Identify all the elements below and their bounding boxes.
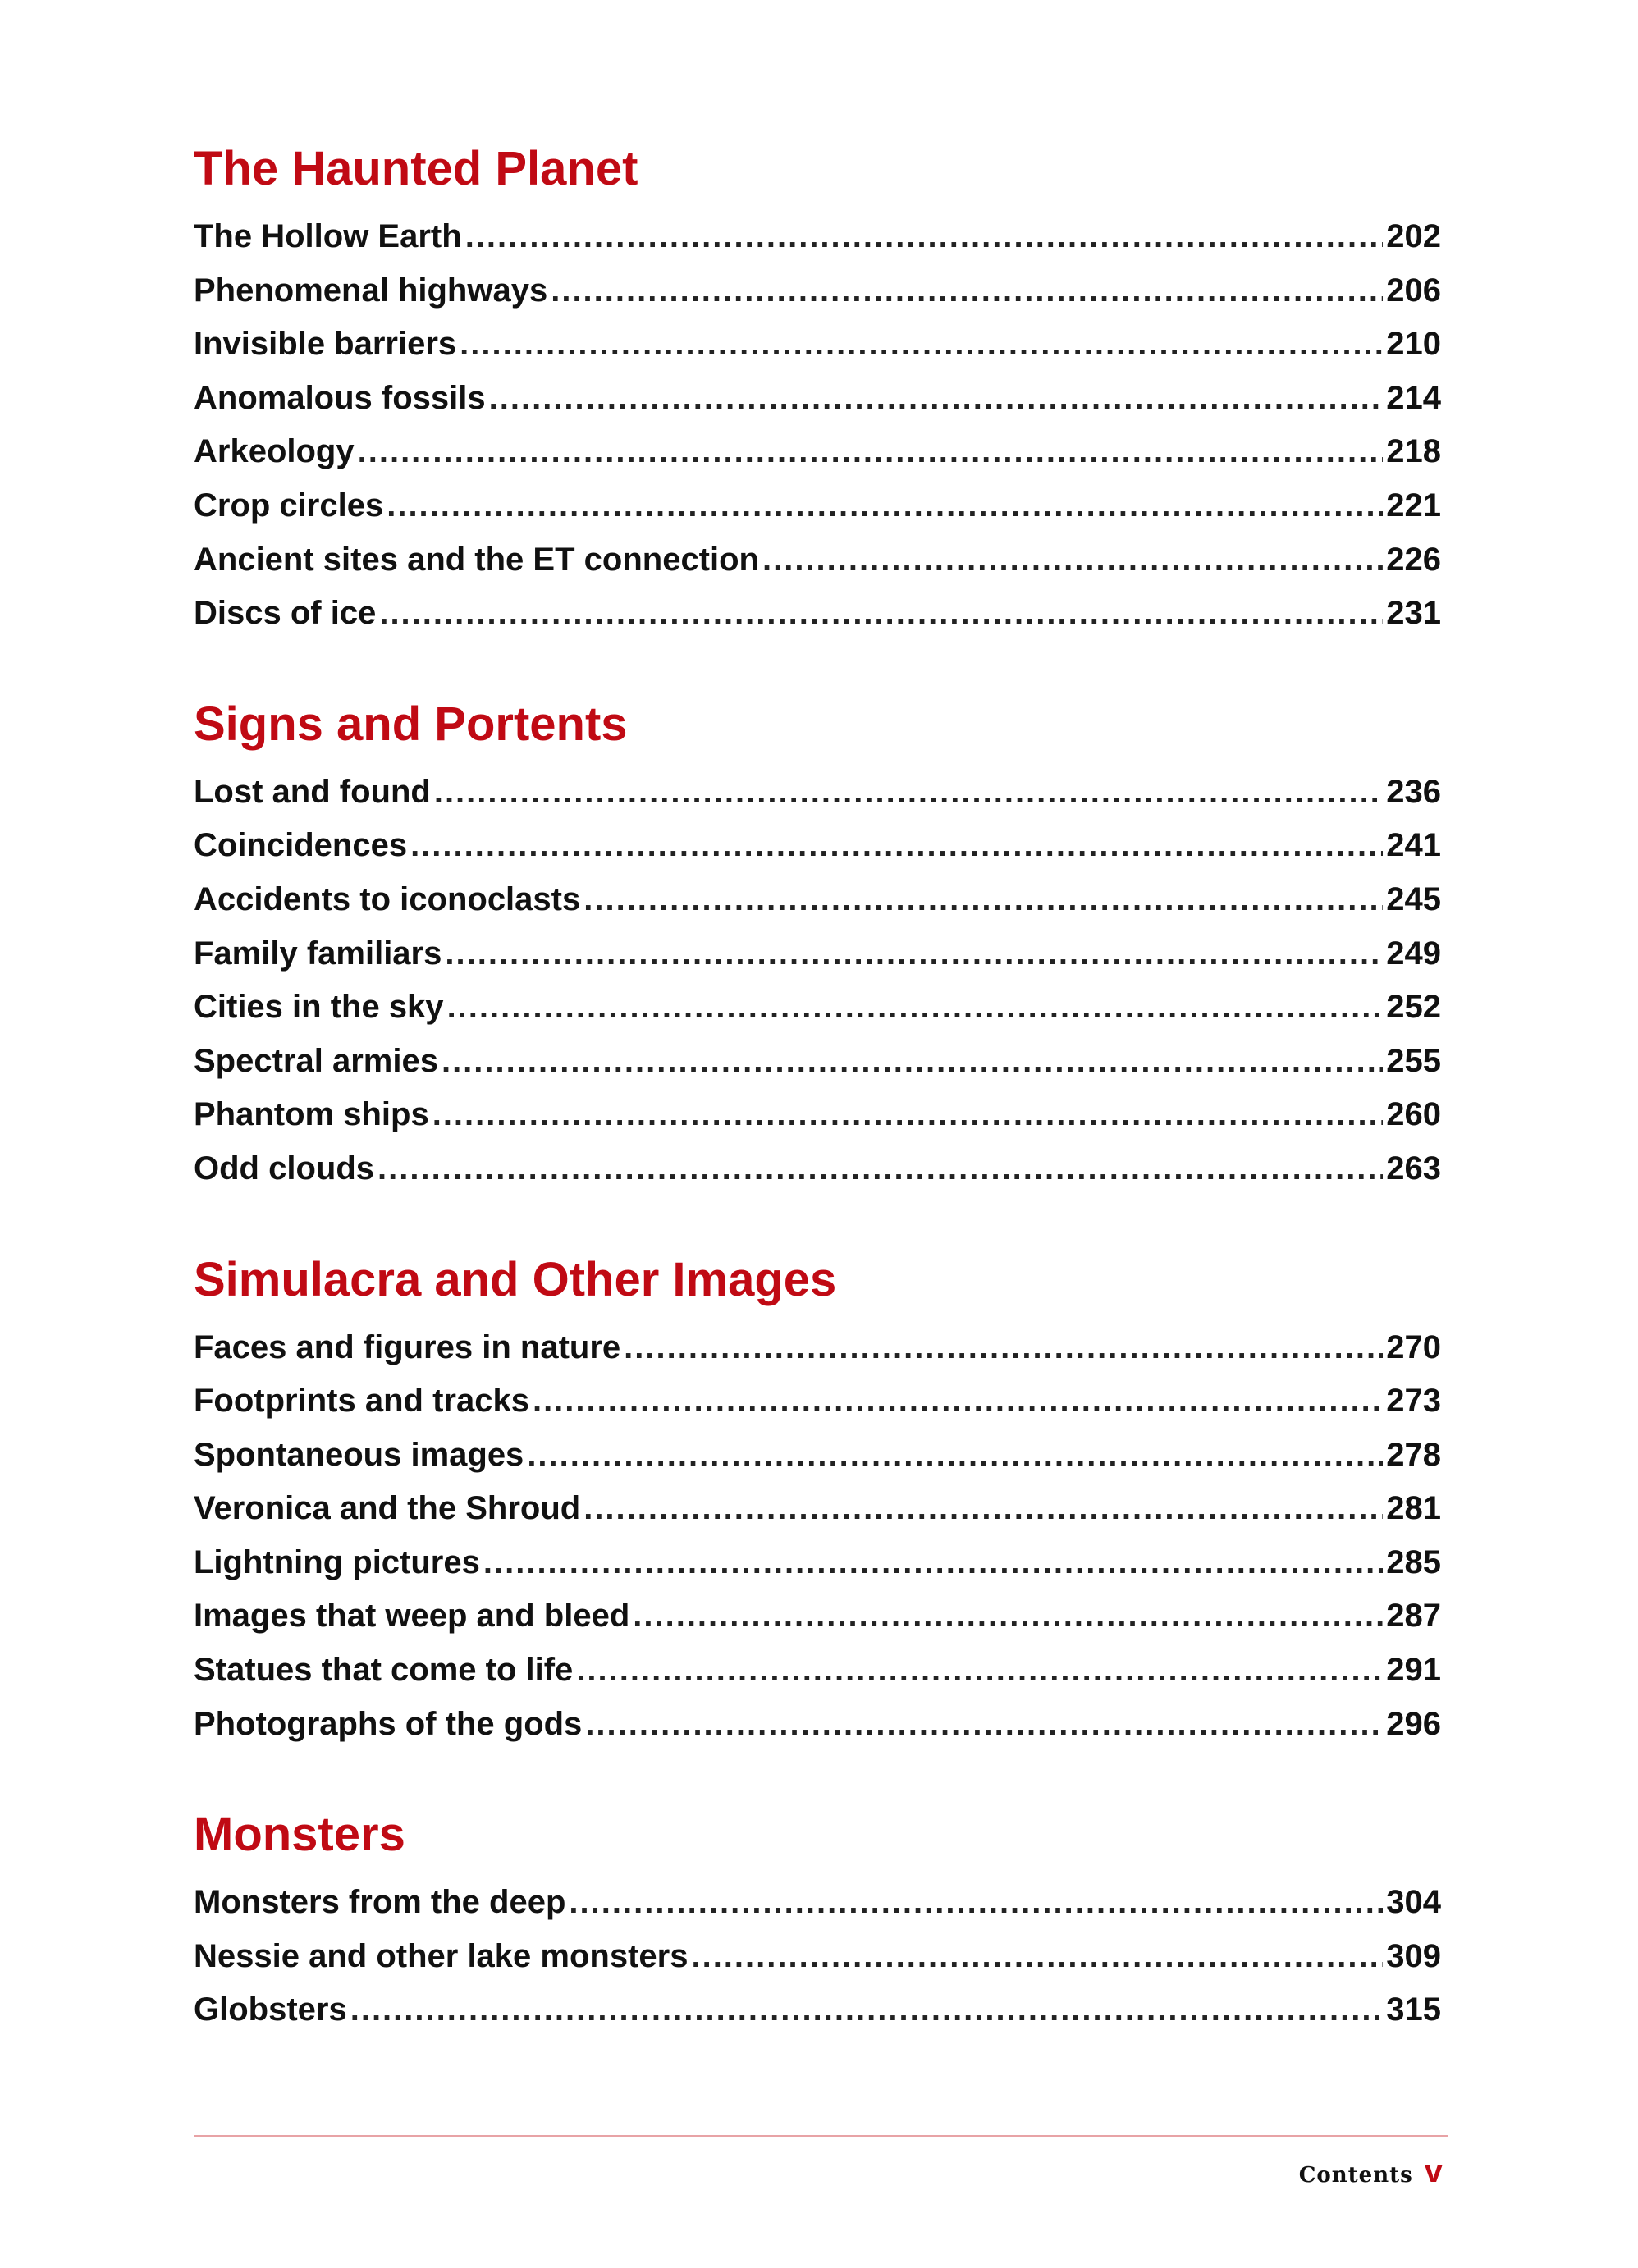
dot-leader xyxy=(410,819,1383,873)
toc-entry xyxy=(194,1536,1441,1590)
entry-page: 214 xyxy=(1386,379,1441,416)
toc-entry xyxy=(194,1698,1441,1752)
entry-page: 221 xyxy=(1386,487,1441,524)
entry-page: 273 xyxy=(1386,1383,1441,1420)
entry-title: Faces and figures in nature xyxy=(194,1328,621,1365)
dot-leader xyxy=(445,927,1383,981)
entry-title: Footprints and tracks xyxy=(194,1383,529,1420)
toc-entry xyxy=(194,873,1441,927)
dot-leader xyxy=(691,1930,1383,1984)
entry-page: 278 xyxy=(1386,1436,1441,1473)
toc-entry xyxy=(194,766,1441,820)
dot-leader xyxy=(489,372,1384,426)
toc-entry xyxy=(194,533,1441,588)
toc-entry xyxy=(194,425,1441,479)
entry-title: Odd clouds xyxy=(194,1150,374,1187)
entry-title: Monsters from the deep xyxy=(194,1884,566,1921)
entry-page: 252 xyxy=(1386,989,1441,1026)
entry-title: Nessie and other lake monsters xyxy=(194,1937,689,1974)
entry-page: 296 xyxy=(1386,1705,1441,1742)
dot-leader xyxy=(583,1482,1383,1536)
entry-title: Anomalous fossils xyxy=(194,379,486,416)
dot-leader xyxy=(442,1035,1383,1089)
toc-section xyxy=(194,692,1441,1196)
entry-title: Spectral armies xyxy=(194,1042,438,1079)
toc-section xyxy=(194,1802,1441,2037)
entry-page: 245 xyxy=(1386,880,1441,917)
entry-title: Crop circles xyxy=(194,487,384,524)
toc-entry xyxy=(194,1644,1441,1698)
entry-title: Invisible barriers xyxy=(194,326,457,363)
dot-leader xyxy=(447,981,1384,1035)
toc-entry xyxy=(194,1930,1441,1984)
toc-entry xyxy=(194,1374,1441,1429)
toc-entry xyxy=(194,981,1441,1035)
entry-page: 255 xyxy=(1386,1042,1441,1079)
dot-leader xyxy=(624,1321,1383,1375)
toc-section xyxy=(194,136,1441,641)
dot-leader xyxy=(551,264,1383,318)
footer-divider xyxy=(194,2135,1448,2137)
entry-page: 315 xyxy=(1386,1991,1441,2028)
dot-leader xyxy=(379,587,1383,641)
entry-title: Family familiars xyxy=(194,935,442,972)
dot-leader xyxy=(533,1374,1383,1429)
dot-leader xyxy=(465,210,1384,264)
entry-title: Lost and found xyxy=(194,773,431,810)
entry-title: Globsters xyxy=(194,1991,347,2028)
entry-title: Phantom ships xyxy=(194,1096,429,1133)
entry-page: 241 xyxy=(1386,827,1441,864)
dot-leader xyxy=(434,766,1383,820)
toc-entry xyxy=(194,1876,1441,1930)
entry-page: 291 xyxy=(1386,1652,1441,1689)
toc-entry xyxy=(194,479,1441,533)
table-of-contents xyxy=(194,136,1441,2088)
entry-title: Ancient sites and the ET connection xyxy=(194,541,759,578)
toc-entry xyxy=(194,210,1441,264)
dot-leader xyxy=(387,479,1383,533)
entry-title: Veronica and the Shroud xyxy=(194,1490,581,1527)
entry-page: 249 xyxy=(1386,935,1441,972)
toc-entry xyxy=(194,1482,1441,1536)
entry-title: Phenomenal highways xyxy=(194,272,548,309)
entry-title: Accidents to iconoclasts xyxy=(194,880,581,917)
entry-page: 226 xyxy=(1386,541,1441,578)
toc-section xyxy=(194,1247,1441,1752)
entry-page: 270 xyxy=(1386,1328,1441,1365)
dot-leader xyxy=(583,873,1383,927)
toc-entry xyxy=(194,318,1441,372)
section-title: Simulacra and Other Images xyxy=(194,1252,837,1306)
entry-page: 231 xyxy=(1386,595,1441,632)
entry-page: 304 xyxy=(1386,1884,1441,1921)
entry-title: Cities in the sky xyxy=(194,989,444,1026)
entry-title: Photographs of the gods xyxy=(194,1705,583,1742)
entry-page: 281 xyxy=(1386,1490,1441,1527)
dot-leader xyxy=(350,1983,1384,2037)
entry-title: Images that weep and bleed xyxy=(194,1598,630,1635)
entry-title: Discs of ice xyxy=(194,595,377,632)
entry-page: 206 xyxy=(1386,272,1441,309)
section-title: Monsters xyxy=(194,1808,405,1862)
toc-entry xyxy=(194,927,1441,981)
toc-entry xyxy=(194,1321,1441,1375)
section-title: The Haunted Planet xyxy=(194,142,638,195)
dot-leader xyxy=(633,1589,1383,1644)
dot-leader xyxy=(585,1698,1383,1752)
entry-title: Lightning pictures xyxy=(194,1543,480,1580)
toc-entry xyxy=(194,1429,1441,1483)
running-footer-label: Contents xyxy=(1298,2163,1413,2188)
entry-page: 260 xyxy=(1386,1096,1441,1133)
toc-entry xyxy=(194,1589,1441,1644)
dot-leader xyxy=(569,1876,1383,1930)
page-number: v xyxy=(1424,2153,1443,2189)
toc-entry xyxy=(194,819,1441,873)
entry-title: Coincidences xyxy=(194,827,408,864)
entry-title: Statues that come to life xyxy=(194,1652,574,1689)
dot-leader xyxy=(358,425,1384,479)
page-footer xyxy=(1299,2153,1443,2190)
entry-title: Spontaneous images xyxy=(194,1436,524,1473)
entry-page: 218 xyxy=(1386,433,1441,470)
entry-page: 309 xyxy=(1386,1937,1441,1974)
dot-leader xyxy=(377,1142,1383,1196)
dot-leader xyxy=(460,318,1383,372)
entry-page: 285 xyxy=(1386,1543,1441,1580)
entry-page: 236 xyxy=(1386,773,1441,810)
dot-leader xyxy=(762,533,1383,588)
dot-leader xyxy=(483,1536,1383,1590)
entry-title: Arkeology xyxy=(194,433,355,470)
toc-entry xyxy=(194,587,1441,641)
dot-leader xyxy=(576,1644,1383,1698)
dot-leader xyxy=(432,1088,1384,1142)
entry-page: 202 xyxy=(1386,218,1441,254)
toc-entry xyxy=(194,1142,1441,1196)
toc-entry xyxy=(194,372,1441,426)
dot-leader xyxy=(527,1429,1383,1483)
toc-entry xyxy=(194,1983,1441,2037)
toc-entry xyxy=(194,264,1441,318)
entry-page: 210 xyxy=(1386,326,1441,363)
toc-entry xyxy=(194,1035,1441,1089)
entry-page: 263 xyxy=(1386,1150,1441,1187)
toc-entry xyxy=(194,1088,1441,1142)
entry-page: 287 xyxy=(1386,1598,1441,1635)
entry-title: The Hollow Earth xyxy=(194,218,462,254)
section-title: Signs and Portents xyxy=(194,697,628,751)
